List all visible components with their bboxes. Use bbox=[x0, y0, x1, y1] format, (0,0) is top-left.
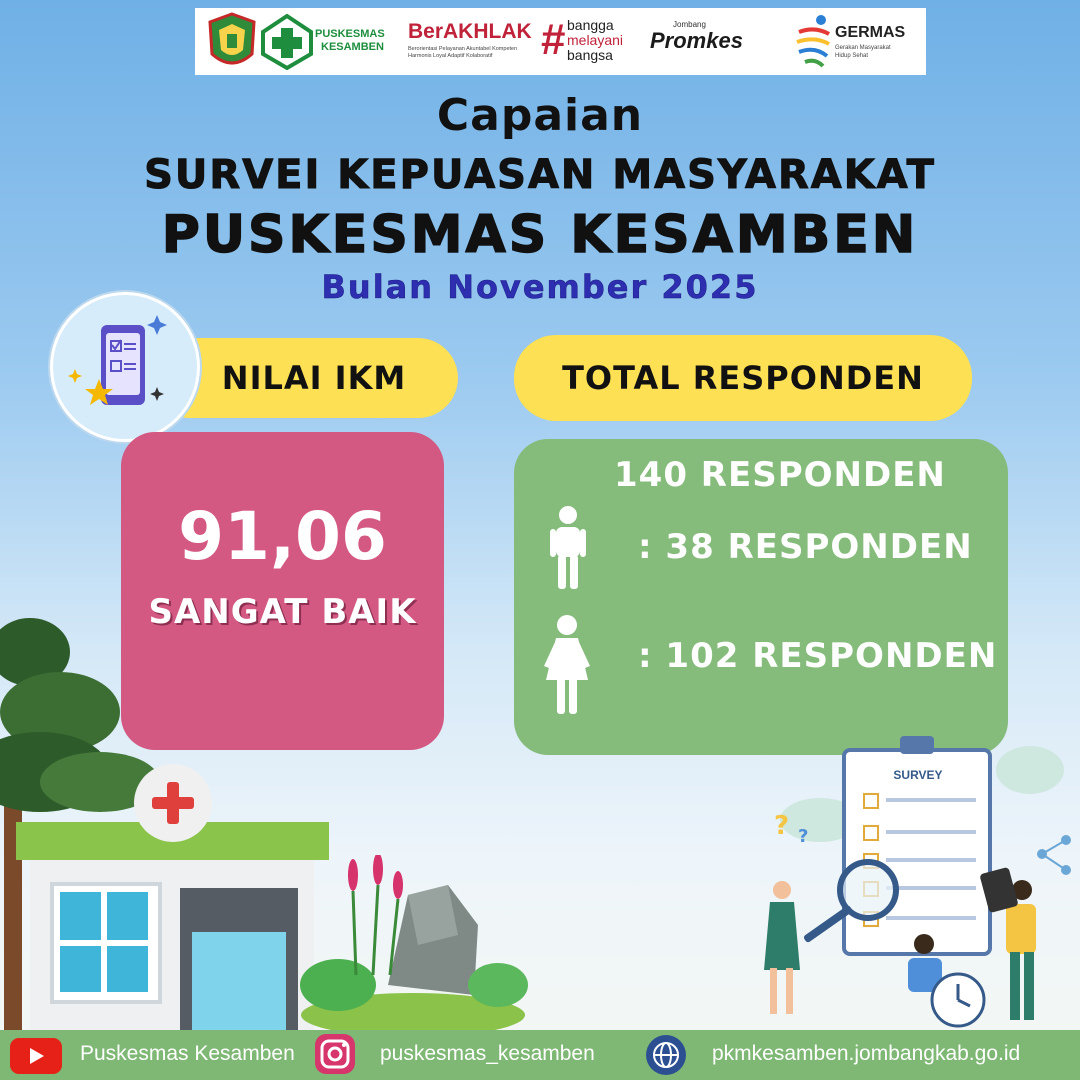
title-survey: SURVEI KEPUASAN MASYARAKAT bbox=[144, 152, 936, 198]
title-puskesmas: PUSKESMAS KESAMBEN bbox=[161, 205, 919, 265]
title-month: Bulan November 2025 bbox=[321, 268, 759, 306]
germas-logo-icon bbox=[793, 12, 833, 68]
ikm-category: SANGAT BAIK bbox=[148, 592, 417, 632]
berakhlak-tagline-1: Berorientasi Pelayanan Akuntabel Kompeten bbox=[408, 46, 518, 52]
clipboard-survey-label: SURVEY bbox=[893, 768, 943, 782]
bangga-melayani-logo bbox=[567, 18, 623, 63]
female-icon bbox=[540, 614, 594, 716]
nilai-ikm-label: NILAI IKM bbox=[150, 338, 458, 418]
responden-female: : 102 RESPONDEN bbox=[638, 636, 998, 676]
responden-total: 140 RESPONDEN bbox=[614, 455, 946, 495]
promkes-small: Jombang bbox=[673, 20, 706, 29]
youtube-link[interactable]: Puskesmas Kesamben bbox=[80, 1042, 295, 1065]
jombang-crest-logo bbox=[207, 12, 257, 72]
germas-tagline-1: Gerakan Masyarakat bbox=[835, 45, 891, 51]
responden-male: : 38 RESPONDEN bbox=[638, 527, 973, 567]
germas-tagline-2: Hidup Sehat bbox=[835, 53, 869, 59]
title-capaian: Capaian bbox=[436, 90, 644, 141]
bangga-line1: bangga bbox=[567, 17, 614, 33]
berakhlak-logo: BerAKHLAK bbox=[408, 20, 532, 43]
instagram-link[interactable]: puskesmas_kesamben bbox=[380, 1042, 595, 1065]
puskesmas-logo-line2: KESAMBEN bbox=[321, 41, 384, 53]
puskesmas-logo-line1: PUSKESMAS bbox=[315, 28, 385, 40]
puskesmas-logo-text bbox=[315, 28, 385, 54]
total-responden-label: TOTAL RESPONDEN bbox=[514, 335, 972, 421]
ikm-value: 91,06 bbox=[178, 498, 387, 575]
responden-card bbox=[514, 439, 1008, 755]
male-icon bbox=[548, 505, 588, 591]
plants-rocks-illustration bbox=[298, 855, 528, 1030]
youtube-icon[interactable] bbox=[10, 1038, 62, 1074]
germas-tagline bbox=[835, 44, 891, 60]
survey-phone-badge bbox=[50, 292, 200, 442]
instagram-icon[interactable] bbox=[314, 1033, 356, 1075]
bangga-hash: # bbox=[541, 15, 566, 64]
footer-bar bbox=[0, 1030, 1080, 1080]
germas-logo: GERMAS bbox=[835, 24, 906, 41]
puskesmas-logo bbox=[261, 14, 313, 70]
phone-checklist-icon bbox=[53, 295, 197, 439]
svg-text:?: ? bbox=[798, 826, 809, 847]
clinic-door bbox=[180, 888, 298, 1038]
berakhlak-tagline bbox=[408, 46, 538, 60]
promkes-logo: Promkes bbox=[650, 28, 743, 53]
globe-icon[interactable] bbox=[645, 1034, 687, 1076]
website-link[interactable]: pkmkesamben.jombangkab.go.id bbox=[712, 1042, 1021, 1065]
svg-text:?: ? bbox=[774, 811, 790, 841]
berakhlak-tagline-2: Harmonis Loyal Adaptif Kolaboratif bbox=[408, 53, 493, 59]
clinic-window bbox=[50, 882, 162, 1004]
medical-cross-icon bbox=[132, 762, 214, 844]
bangga-line2: melayani bbox=[567, 32, 624, 48]
logo-strip bbox=[195, 8, 926, 75]
bangga-line3: bangsa bbox=[567, 47, 613, 63]
